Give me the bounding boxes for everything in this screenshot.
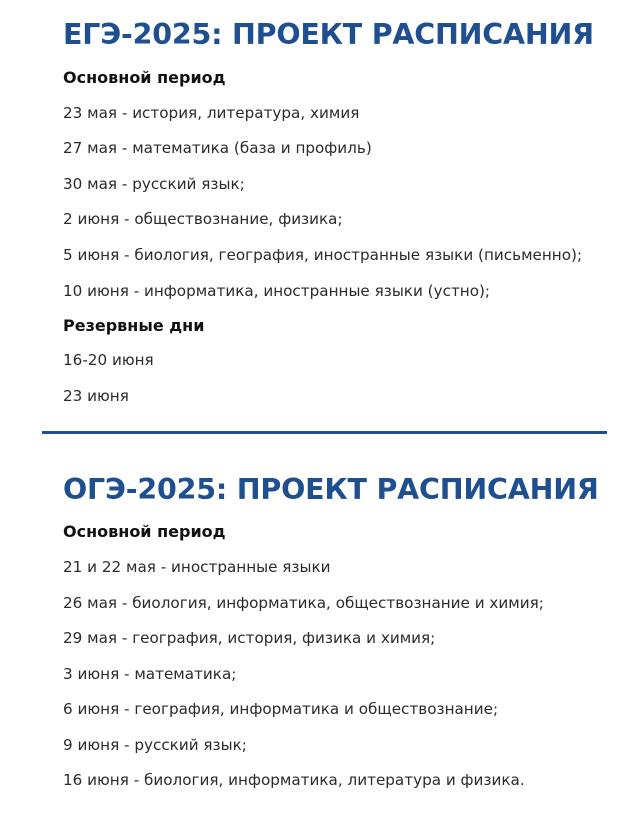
oge-main-item: 3 июня - математика; <box>63 665 237 683</box>
oge-main-item: 9 июня - русский язык; <box>63 736 247 754</box>
ege-main-item: 5 июня - биология, география, иностранные языки (письменно); <box>63 246 583 264</box>
oge-main-item: 29 мая - география, история, физика и химия; <box>63 629 436 647</box>
ege-reserve-item: 16-20 июня <box>63 351 154 369</box>
oge-main-item: 21 и 22 мая - иностранные языки <box>63 558 331 576</box>
ege-main-period-heading: Основной период <box>63 68 226 87</box>
oge-main-period-heading: Основной период <box>63 522 226 541</box>
ege-title: ЕГЭ-2025: ПРОЕКТ РАСПИСАНИЯ <box>63 18 594 51</box>
ege-main-item: 2 июня - обществознание, физика; <box>63 210 343 228</box>
ege-reserve-item: 23 июня <box>63 387 129 405</box>
ege-main-item: 10 июня - информатика, иностранные языки (устно); <box>63 282 491 300</box>
oge-main-item: 16 июня - биология, информатика, литература и физика. <box>63 771 525 789</box>
oge-title: ОГЭ-2025: ПРОЕКТ РАСПИСАНИЯ <box>63 473 599 506</box>
ege-reserve-days-heading: Резервные дни <box>63 316 205 335</box>
ege-main-item: 30 мая - русский язык; <box>63 175 245 193</box>
ege-main-item: 23 мая - история, литература, химия <box>63 104 360 122</box>
oge-main-item: 26 мая - биология, информатика, обществознание и химия; <box>63 594 544 612</box>
oge-main-item: 6 июня - география, информатика и обществознание; <box>63 700 499 718</box>
ege-main-item: 27 мая - математика (база и профиль) <box>63 139 372 157</box>
section-divider <box>42 431 607 434</box>
